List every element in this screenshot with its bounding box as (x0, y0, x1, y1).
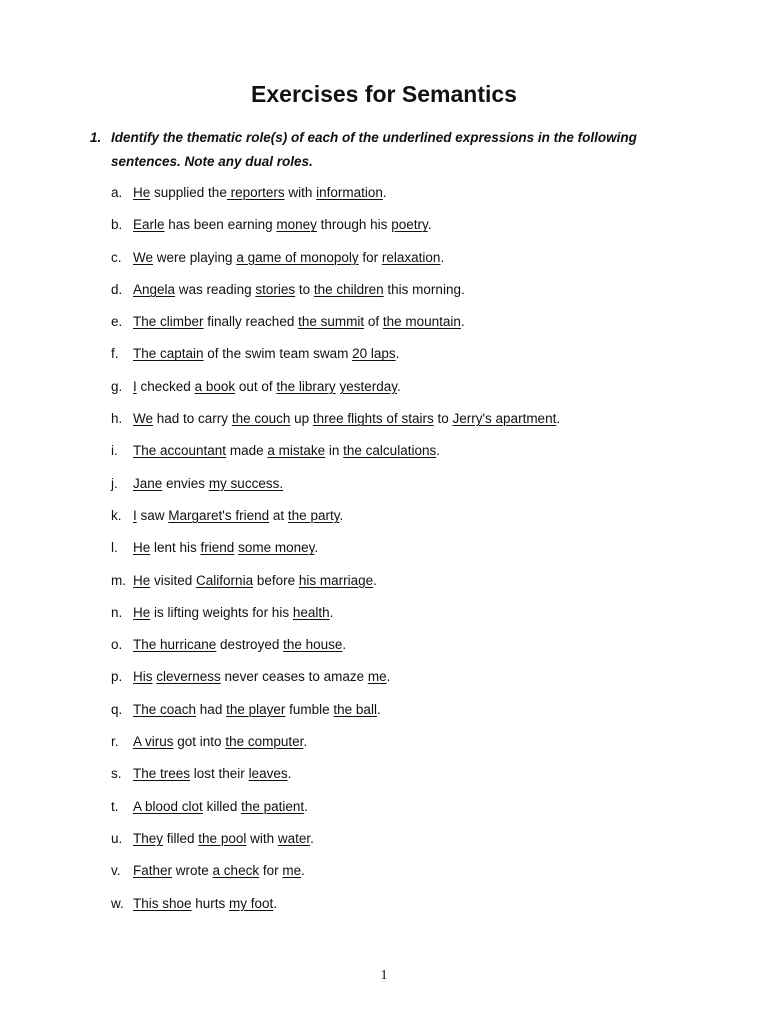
underlined-expression: Father (133, 863, 173, 879)
exercise-item (111, 505, 711, 537)
underlined-expression: He (133, 540, 151, 556)
sentence-text: in (325, 443, 344, 459)
exercise-item (111, 570, 711, 602)
underlined-expression: my foot (229, 895, 274, 911)
underlined-expression: The climber (133, 314, 204, 330)
sentence-text: . (339, 507, 344, 523)
underlined-expression: the pool (198, 830, 247, 846)
sentence-text: saw (136, 507, 169, 523)
sentence-text: . (303, 734, 308, 750)
item-letter: b. (111, 217, 123, 233)
item-sentence (133, 828, 314, 850)
sentence-text: visited (150, 572, 197, 588)
sentence-text: . (396, 378, 401, 394)
sentence-text: . (556, 411, 561, 427)
underlined-expression: friend (200, 540, 235, 556)
item-letter: d. (111, 281, 123, 297)
sentence-text: for (358, 249, 382, 265)
underlined-expression: the player (226, 701, 286, 717)
exercise-item (111, 699, 711, 731)
exercise-item (111, 634, 711, 666)
sentence-text: to (433, 411, 453, 427)
underlined-expression: my success. (208, 475, 284, 491)
sentence-text: out of (235, 378, 277, 394)
item-sentence (133, 343, 399, 365)
exercise-item (111, 279, 711, 311)
question-1 (90, 126, 690, 174)
exercise-item (111, 311, 711, 343)
sentence-text: of the swim team swam (203, 346, 353, 362)
sentence-text: supplied the (150, 185, 227, 200)
sentence-text: . (373, 572, 377, 588)
underlined-expression: three flights of stairs (312, 411, 434, 427)
underlined-expression: the library (276, 378, 336, 394)
item-sentence (133, 634, 346, 656)
underlined-expression: He (133, 185, 151, 200)
item-sentence (133, 860, 305, 882)
underlined-expression: The trees (133, 766, 191, 782)
underlined-expression: the summit (298, 314, 365, 330)
item-letter: n. (111, 604, 123, 620)
item-letter: s. (111, 766, 122, 782)
sentence-text: . (342, 637, 347, 653)
sentence-text: . (314, 540, 319, 556)
underlined-expression: Angela (133, 281, 176, 297)
underlined-expression: The captain (133, 346, 204, 362)
underlined-expression: Jerry's apartment (452, 411, 557, 427)
exercise-item (111, 828, 711, 860)
sentence-text: . (386, 669, 391, 685)
underlined-expression: water (277, 830, 311, 846)
sentence-text: was reading (175, 281, 256, 297)
sentence-text: . (329, 604, 334, 620)
underlined-expression: the house (283, 637, 343, 653)
sentence-text: finally reached (203, 314, 299, 330)
question-number: 1. (90, 130, 102, 145)
item-letter: v. (111, 863, 121, 879)
exercise-item (111, 893, 711, 925)
sentence-text: filled (163, 830, 199, 846)
sentence-text: is lifting weights for his (150, 604, 293, 620)
item-letter: q. (111, 701, 123, 717)
sentence-text: fumble (285, 701, 334, 717)
sentence-text: envies (162, 475, 209, 491)
sentence-text: hurts (191, 895, 230, 911)
sentence-text: made (226, 443, 268, 459)
item-sentence (133, 247, 444, 269)
underlined-expression: He (133, 572, 151, 588)
item-sentence (133, 796, 308, 818)
exercise-item (111, 408, 711, 440)
sentence-text: killed (202, 798, 242, 814)
item-letter: u. (111, 830, 123, 846)
item-sentence (133, 537, 318, 559)
sentence-text: lost their (190, 766, 249, 782)
item-letter: t. (111, 798, 119, 814)
exercise-item (111, 537, 711, 569)
exercise-item (111, 473, 711, 505)
item-sentence (133, 408, 560, 430)
exercise-item (111, 247, 711, 279)
sentence-text: checked (136, 378, 195, 394)
underlined-expression: the ball (333, 701, 377, 717)
item-letter: h. (111, 411, 123, 427)
sentence-text: with (246, 830, 278, 846)
item-sentence (133, 182, 387, 204)
sentence-text: . (460, 314, 465, 330)
item-sentence (133, 570, 377, 592)
underlined-expression: the mountain (382, 314, 461, 330)
underlined-expression: a mistake (267, 443, 326, 459)
sentence-text: wrote (172, 863, 213, 879)
sentence-text: at (269, 507, 288, 523)
item-sentence (133, 473, 283, 495)
sentence-text: this morning. (383, 281, 465, 297)
underlined-expression: me (282, 863, 302, 879)
item-sentence (133, 893, 277, 915)
exercise-item (111, 602, 711, 634)
underlined-expression: The coach (133, 701, 197, 717)
sentence-text: . (427, 217, 432, 233)
sentence-text: . (376, 701, 381, 717)
underlined-expression: The accountant (133, 443, 227, 459)
page-title: Exercises for Semantics (251, 81, 517, 107)
item-letter: j. (111, 475, 118, 491)
item-sentence (133, 699, 381, 721)
underlined-expression: A blood clot (133, 798, 203, 814)
item-sentence (133, 440, 440, 462)
underlined-expression: cleverness (156, 669, 221, 685)
item-sentence (133, 279, 465, 301)
sentence-text: . (301, 863, 305, 879)
sentence-text: . (304, 798, 308, 814)
underlined-expression: the couch (231, 411, 291, 427)
sentence-text: destroyed (216, 637, 284, 653)
underlined-expression: The hurricane (133, 637, 217, 653)
sentence-text: for (259, 863, 283, 879)
underlined-expression: the calculations (343, 443, 437, 459)
exercise-item (111, 763, 711, 795)
underlined-expression: He (133, 604, 151, 620)
item-sentence (133, 602, 333, 624)
sentence-text: before (253, 572, 299, 588)
underlined-expression: relaxation (381, 249, 441, 265)
sentence-text: . (382, 185, 387, 200)
sentence-text: through his (316, 217, 392, 233)
underlined-expression: some money (238, 540, 315, 556)
underlined-expression: a book (194, 378, 236, 394)
underlined-expression: yesterday (339, 378, 397, 394)
exercise-item (111, 860, 711, 892)
underlined-expression: California (196, 572, 254, 588)
item-letter: l. (111, 540, 118, 556)
item-sentence (133, 376, 401, 398)
underlined-expression: me (367, 669, 387, 685)
exercise-item (111, 731, 711, 763)
item-letter: k. (111, 507, 122, 523)
item-letter: e. (111, 314, 123, 330)
exercise-list (111, 182, 711, 925)
sentence-text: had to carry (153, 411, 232, 427)
underlined-expression: stories (255, 281, 296, 297)
exercise-item (111, 182, 711, 214)
underlined-expression: His (133, 669, 153, 685)
item-sentence (133, 505, 343, 527)
underlined-expression: a game of monopoly (236, 249, 359, 265)
underlined-expression: They (133, 830, 164, 846)
sentence-text: . (395, 346, 400, 362)
sentence-text: up (290, 411, 313, 427)
sentence-text: had (196, 701, 227, 717)
underlined-expression: the party (287, 507, 340, 523)
sentence-text: . (287, 766, 292, 782)
item-letter: p. (111, 669, 123, 685)
sentence-text: has been earning (164, 217, 277, 233)
underlined-expression: I (133, 507, 137, 523)
underlined-expression: We (133, 249, 154, 265)
sentence-text: . (436, 443, 440, 459)
sentence-text: to (295, 281, 314, 297)
underlined-expression: A virus (133, 734, 174, 750)
underlined-expression: the children (313, 281, 384, 297)
item-letter: g. (111, 378, 123, 394)
exercise-item (111, 440, 711, 472)
exercise-item (111, 796, 711, 828)
sentence-text: never ceases to amaze (220, 669, 368, 685)
exercise-item (111, 214, 711, 246)
exercise-item (111, 343, 711, 375)
underlined-expression: I (133, 378, 137, 394)
question-text: Identify the thematic role(s) of each of the underlined expressions in the following sentences. Note any dual roles. (111, 130, 637, 169)
item-sentence (133, 731, 307, 753)
item-letter: o. (111, 637, 123, 653)
item-letter: w. (111, 895, 124, 911)
sentence-text: got into (173, 734, 226, 750)
underlined-expression: 20 laps (352, 346, 396, 362)
item-letter: c. (111, 249, 122, 265)
underlined-expression: health (292, 604, 330, 620)
sentence-text: with (284, 185, 317, 200)
underlined-expression: a check (212, 863, 260, 879)
underlined-expression: reporters (226, 185, 285, 200)
underlined-expression: Earle (133, 217, 165, 233)
underlined-expression: the patient (241, 798, 305, 814)
item-letter: i. (111, 443, 118, 459)
item-sentence (133, 763, 291, 785)
underlined-expression: Margaret's friend (168, 507, 270, 523)
underlined-expression: money (276, 217, 317, 233)
item-letter: a. (111, 185, 123, 200)
underlined-expression: This shoe (133, 895, 192, 911)
item-letter: f. (111, 346, 119, 362)
exercise-item (111, 376, 711, 408)
item-letter: r. (111, 734, 119, 750)
underlined-expression: the computer (225, 734, 304, 750)
underlined-expression: We (133, 411, 154, 427)
underlined-expression: poetry (391, 217, 428, 233)
underlined-expression: his marriage (298, 572, 374, 588)
item-sentence (133, 311, 465, 333)
sentence-text: of (364, 314, 383, 330)
underlined-expression: Jane (133, 475, 163, 491)
sentence-text: were playing (153, 249, 237, 265)
underlined-expression: leaves (248, 766, 288, 782)
exercise-item (111, 666, 711, 698)
page-number: 1 (380, 968, 388, 983)
sentence-text: . (273, 895, 278, 911)
sentence-text: . (310, 830, 314, 846)
item-letter: m. (111, 572, 126, 588)
sentence-text: lent his (150, 540, 201, 556)
sentence-text: . (440, 249, 445, 265)
underlined-expression: information (316, 185, 383, 200)
item-sentence (133, 214, 431, 236)
item-sentence (133, 666, 390, 688)
